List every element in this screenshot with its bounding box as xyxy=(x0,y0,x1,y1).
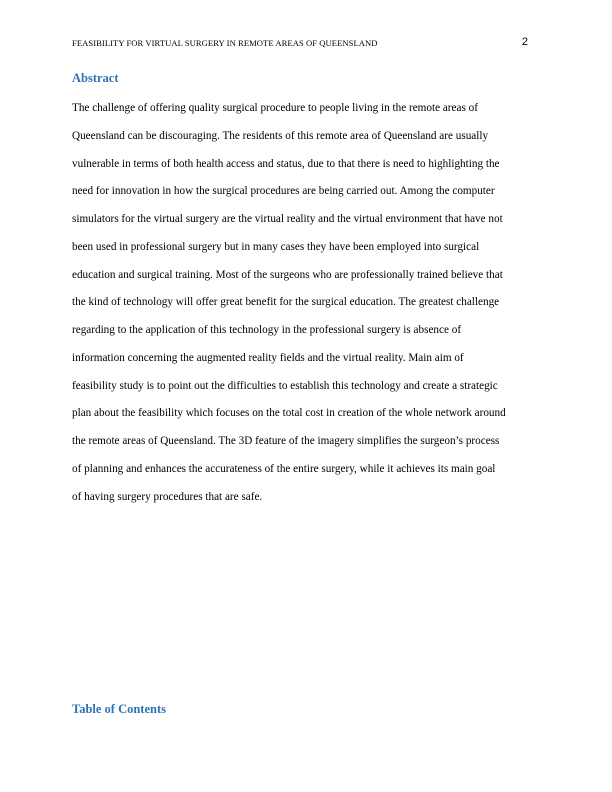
abstract-line: of having surgery procedures that are safe. xyxy=(72,490,263,503)
abstract-line: information concerning the augmented reality fields and the virtual reality. Main aim of xyxy=(72,351,464,364)
abstract-heading: Abstract xyxy=(72,71,119,85)
abstract-line: feasibility study is to point out the difficulties to establish this technology and create a strategic xyxy=(72,379,498,392)
abstract-line: of planning and enhances the accurateness of the entire surgery, while it achieves its main goal xyxy=(72,462,496,475)
abstract-line: been used in professional surgery but in many cases they have been employed into surgical xyxy=(72,240,480,253)
abstract-line: education and surgical training. Most of the surgeons who are professionally trained believe that xyxy=(72,268,503,281)
abstract-line: regarding to the application of this technology in the professional surgery is absence of xyxy=(72,324,462,336)
abstract-line: the remote areas of Queensland. The 3D feature of the imagery simplifies the surgeon’s process xyxy=(72,435,500,447)
abstract-paragraph xyxy=(72,95,540,511)
abstract-line: The challenge of offering quality surgical procedure to people living in the remote areas of xyxy=(72,102,478,114)
page-number: 2 xyxy=(521,36,528,48)
abstract-line: simulators for the virtual surgery are the virtual reality and the virtual environment that have not xyxy=(72,213,503,225)
abstract-line: the kind of technology will offer great benefit for the surgical education. The greatest challenge xyxy=(72,296,500,309)
abstract-line: vulnerable in terms of both health access and status, due to that there is need to highlighting the xyxy=(72,157,500,170)
abstract-line: Queensland can be discouraging. The residents of this remote area of Queensland are usually xyxy=(72,129,489,142)
running-head: FEASIBILITY FOR VIRTUAL SURGERY IN REMOTE AREAS OF QUEENSLAND xyxy=(72,38,378,48)
abstract-line: need for innovation in how the surgical procedures are being carried out. Among the computer xyxy=(72,185,495,198)
abstract-line: plan about the feasibility which focuses on the total cost in creation of the whole network around xyxy=(72,407,506,420)
table-of-contents-heading: Table of Contents xyxy=(72,702,166,716)
